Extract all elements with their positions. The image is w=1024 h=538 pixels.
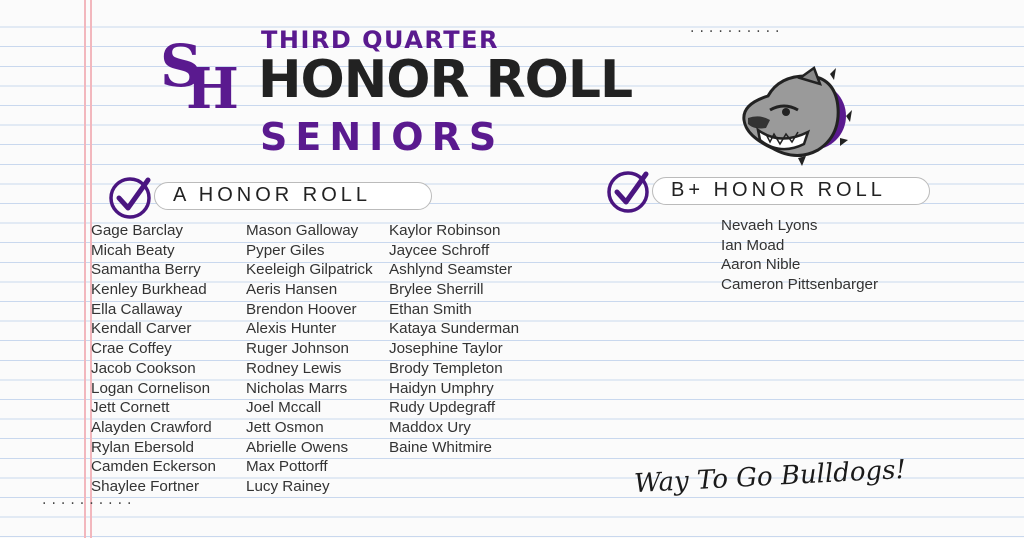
a-roll-column-3 — [389, 221, 519, 457]
list-item: Ethan Smith — [389, 300, 472, 318]
list-item: Ruger Johnson — [246, 340, 350, 358]
list-item: Crae Coffey — [91, 340, 172, 358]
list-item: Camden Eckerson — [91, 458, 216, 476]
list-item: Logan Cornelison — [91, 379, 211, 397]
list-item: Abrielle Owens — [246, 438, 349, 456]
list-item: Haidyn Umphry — [389, 379, 494, 397]
list-item: Jett Cornett — [91, 399, 170, 417]
list-item: Aeris Hansen — [246, 281, 338, 299]
list-item: Ashlynd Seamster — [389, 261, 513, 279]
footer-slogan: Way To Go Bulldogs! — [633, 454, 907, 500]
list-item: Jaycee Schroff — [389, 241, 490, 259]
list-item: Rodney Lewis — [246, 359, 342, 377]
list-item: Samantha Berry — [91, 261, 201, 279]
list-item: Gage Barclay — [91, 222, 184, 239]
a-roll-column-1 — [91, 221, 216, 497]
a-honor-roll-label: A HONOR ROLL — [154, 182, 432, 210]
list-item: Baine Whitmire — [389, 438, 492, 456]
b-honor-roll-label: B+ HONOR ROLL — [652, 177, 930, 205]
page-title: HONOR ROLL — [258, 50, 633, 110]
decorative-dots: ·········· — [42, 496, 137, 512]
check-circle-icon — [108, 176, 152, 220]
list-item: Nicholas Marrs — [246, 379, 348, 397]
list-item: Alayden Crawford — [91, 418, 212, 436]
list-item: Micah Beaty — [91, 241, 175, 259]
list-item: Brylee Sherrill — [389, 281, 484, 299]
list-item: Nevaeh Lyons — [721, 217, 818, 234]
list-item: Max Pottorff — [246, 458, 328, 476]
list-item: Mason Galloway — [246, 222, 359, 239]
list-item: Joel Mccall — [246, 399, 322, 417]
list-item: Jacob Cookson — [91, 359, 196, 377]
list-item: Kendall Carver — [91, 320, 192, 338]
quarter-heading: THIRD QUARTER — [261, 26, 500, 54]
list-item: Shaylee Fortner — [91, 477, 200, 495]
list-item: Aaron Nible — [721, 256, 801, 274]
list-item: Pyper Giles — [246, 241, 325, 259]
decorative-dots: ·········· — [690, 24, 785, 40]
school-logo: S H — [160, 32, 239, 122]
list-item: Josephine Taylor — [389, 340, 503, 358]
list-item: Brody Templeton — [389, 359, 503, 377]
list-item: Kataya Sunderman — [389, 320, 520, 338]
list-item: Keeleigh Gilpatrick — [246, 261, 373, 279]
list-item: Rudy Updegraff — [389, 399, 496, 417]
list-item: Maddox Ury — [389, 418, 471, 436]
list-item: Brendon Hoover — [246, 300, 357, 318]
b-roll-column — [721, 216, 878, 295]
a-roll-column-2 — [246, 221, 373, 497]
list-item: Jett Osmon — [246, 418, 324, 436]
list-item: Kaylor Robinson — [389, 222, 501, 239]
paper-margin-line — [84, 0, 86, 538]
bulldog-mascot-icon — [740, 66, 852, 166]
list-item: Lucy Rainey — [246, 477, 330, 495]
list-item: Kenley Burkhead — [91, 281, 207, 299]
check-circle-icon — [606, 170, 650, 214]
list-item: Cameron Pittsenbarger — [721, 276, 879, 294]
list-item: Ian Moad — [721, 236, 785, 254]
list-item: Rylan Ebersold — [91, 438, 194, 456]
list-item: Alexis Hunter — [246, 320, 337, 338]
list-item: Ella Callaway — [91, 300, 183, 318]
group-heading: SENIORS — [260, 115, 505, 159]
